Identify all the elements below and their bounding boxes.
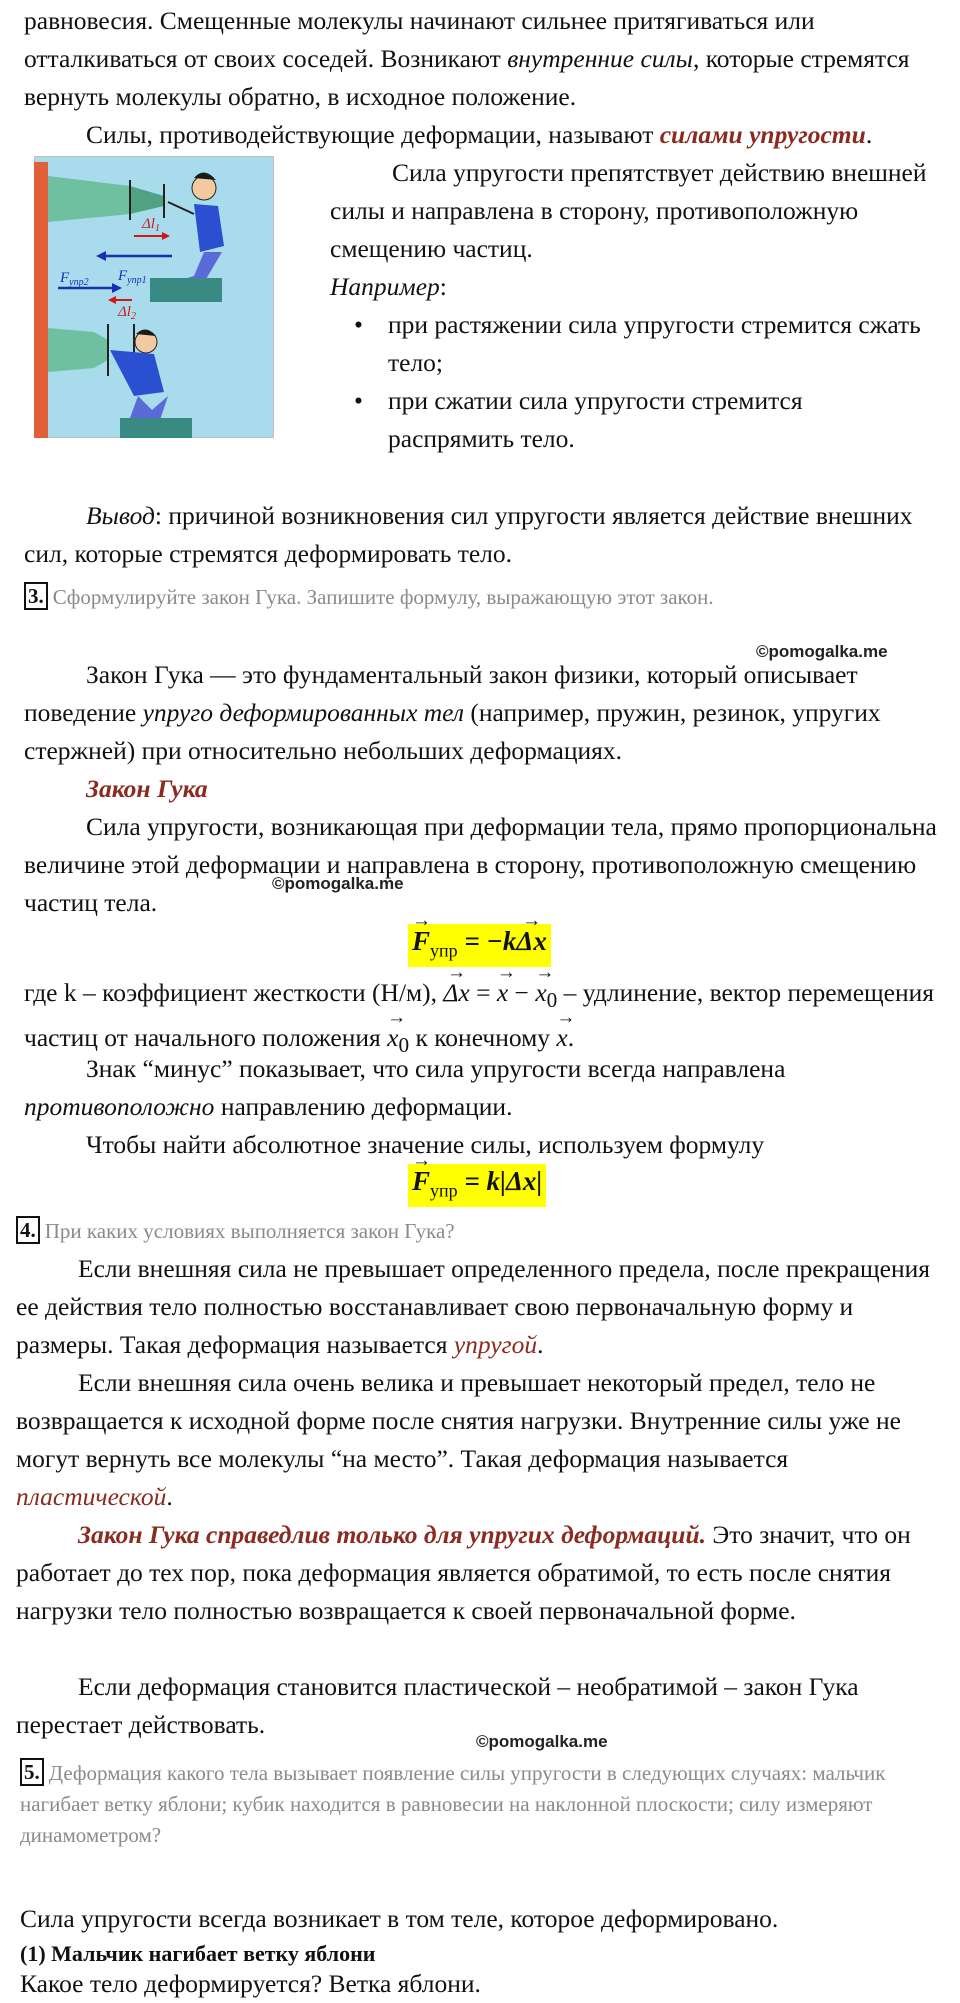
example-list [330, 306, 930, 458]
abs-value-text: Чтобы найти абсолютное значение силы, используем формулу [86, 1130, 765, 1159]
wall [34, 162, 48, 438]
dl2-label: $\Delta l_2$ [118, 304, 136, 322]
example-label: Например: [330, 272, 447, 301]
question-5: 5. Деформация какого тела вызывает появление силы упругости в следующих случаях: мальчик нагибает ветку яблони; кубик находится в равновесии на наклонной плоскости; силу измеряют динамометром? [20, 1760, 886, 1847]
hooke-title: Закон Гука [86, 774, 208, 803]
answer-intro: Сила упругости всегда возникает в том теле, которое деформировано. [20, 1904, 779, 1933]
intro-paragraph [24, 2, 940, 116]
watermark: ©pomogalka.me [756, 642, 888, 661]
question-4: 4. При каких условиях выполняется закон Гука? [16, 1216, 455, 1247]
question-number: 4. [16, 1216, 40, 1244]
intro-rest: , которые стремятся вернуть молекулы обратно, в исходное положение. [24, 44, 910, 111]
f2-label: $F_{упр2}$ [60, 270, 89, 288]
hooke-law-text: Сила упругости, возникающая при деформации тела, прямо пропорциональна величине этой деформации и направлена в сторону, противоположную смещению частиц тела. [24, 812, 937, 917]
hooke-validity: Закон Гука справедлив только для упругих деформаций. Это значит, что он работает до тех пор, пока деформация является обратимой, то есть после снятия нагрузки тело полностью возвращается к своей первоначальной форме. [16, 1520, 911, 1625]
question-number: 5. [20, 1758, 44, 1786]
question-number: 3. [24, 582, 48, 610]
f1-label: $F_{упр1}$ [118, 268, 147, 286]
case-1-answer: Какое тело деформируется? Ветка яблони. [20, 1969, 481, 1998]
elastic-condition: Если внешняя сила не превышает определенного предела, после прекращения ее действия тело полностью восстанавливает свою первоначальную форму и размеры. Такая деформация называется упругой. [16, 1254, 930, 1359]
elastic-force-illustration [34, 156, 274, 438]
stand-top [150, 278, 222, 302]
where-text: где k – коэффициент жесткости (Н/м), → Δx = → x − → $x_0$ – удлинение, вектор перемещения частиц от начального положения → $x_0$ к конечному → x. [24, 974, 940, 1064]
elastic-def-suffix: . [865, 120, 873, 149]
hooke-intro: Закон Гука — это фундаментальный закон физики, который описывает поведение упруго деформированных тел (например, пружин, резинок, упругих стержней) при относительно небольших деформациях. [24, 660, 881, 765]
elastic-def-prefix: Силы, противодействующие деформации, называют [86, 120, 660, 149]
conclusion: Вывод: причиной возникновения сил упругости является действие внешних сил, которые стремятся деформировать тело. [24, 501, 913, 568]
elastic-definition [24, 116, 940, 154]
watermark: ©pomogalka.me [476, 1732, 608, 1751]
dl1-label: $\Delta l_1$ [142, 216, 160, 234]
intro-emphasis: внутренние силы [507, 44, 693, 73]
minus-sign-text: Знак “минус” показывает, что сила упругости всегда направлена противоположно направлению деформации. [24, 1054, 786, 1121]
stand-bottom [120, 418, 192, 438]
abs-formula: → $F_{упр} = k|\Delta x|$ [408, 1164, 546, 1207]
side-text: Сила упругости препятствует действию внешней силы и направлена в сторону, противоположную смещению частиц. [330, 158, 927, 263]
plastic-condition: Если внешняя сила очень велика и превышает некоторый предел, тело не возвращается к исходной форме после снятия нагрузки. Внутренние силы уже не могут вернуть все молекулы “на место”. Такая деформация называется пластической. [16, 1368, 901, 1511]
question-3: 3. Сформулируйте закон Гука. Запишите формулу, выражающую этот закон. [24, 582, 714, 613]
watermark: ©pomogalka.me [272, 874, 404, 893]
elastic-term: силами упругости [659, 120, 866, 149]
list-item: • при растяжении сила упругости стремится сжать тело; [330, 306, 930, 382]
case-1-title: (1) Мальчик нагибает ветку яблони [20, 1941, 376, 1966]
hooke-formula: → $F_{упр} = -k\to \Delta x$ [408, 924, 551, 967]
intro-text: равновесия. Смещенные молекулы начинают сильнее притягиваться или отталкиваться от своих соседей. Возникают [24, 6, 815, 73]
list-item: • при сжатии сила упругости стремится распрямить тело. [330, 382, 930, 458]
plastic-limit-text: Если деформация становится пластической – необратимой – закон Гука перестает действовать. [16, 1672, 859, 1739]
